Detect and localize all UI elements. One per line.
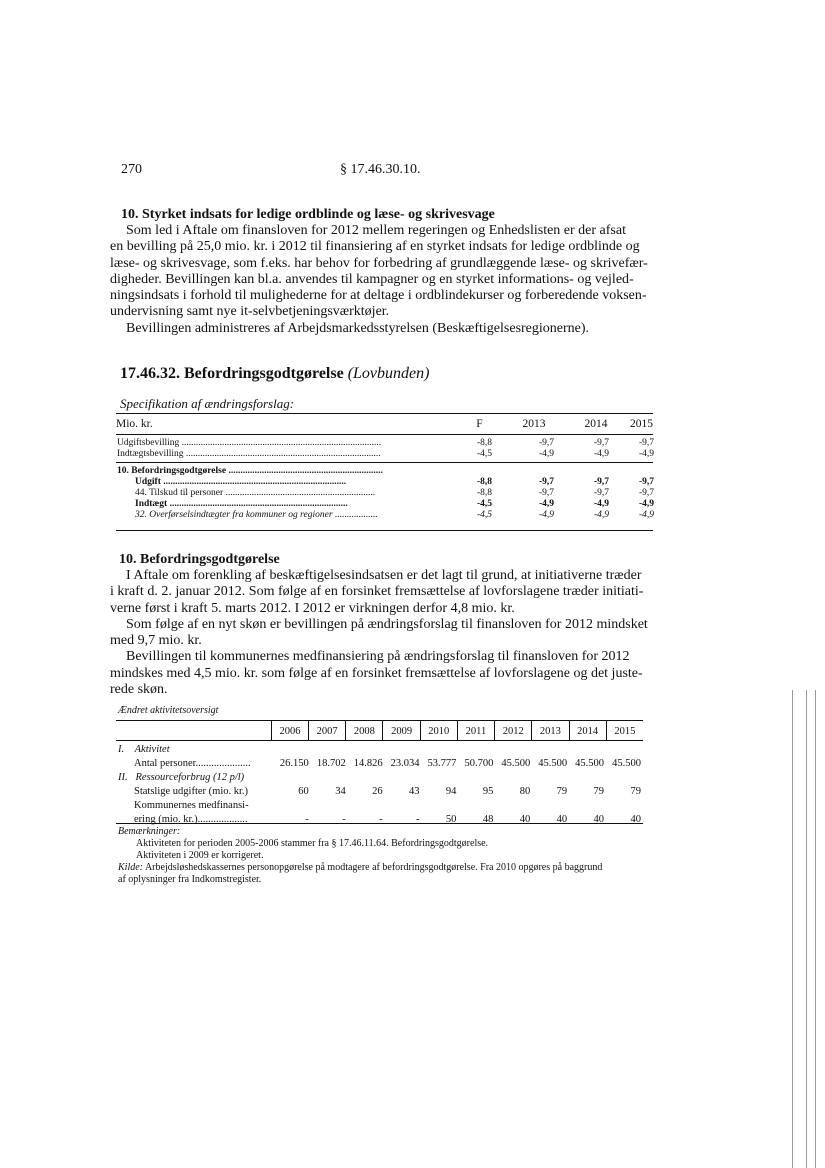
- activity-cell: 53.777: [427, 757, 457, 769]
- spec-body-2: [117, 465, 654, 520]
- activity-year: 2008: [346, 721, 383, 741]
- activity-row: Antal personer..................... 26.150 18.702 14.826 23.034 53.777 50.700 45.500 45.500 45.500 45.500: [134, 757, 641, 769]
- activity-row: I. Aktivitet: [118, 743, 170, 755]
- activity-cell: 40: [519, 813, 531, 825]
- block2-line: Bevillingen til kommunernes medfinansiering på ændringsforslag til finansloven for 2012: [126, 649, 630, 665]
- activity-cell: 50: [445, 813, 457, 825]
- spec-col-header: 2014: [584, 418, 608, 430]
- activity-year: 2015: [606, 721, 643, 741]
- source-label: Kilde:: [118, 862, 143, 873]
- activity-row-label: Aktivitet: [134, 743, 170, 755]
- spec-row: Indtægt ........................................................................... -4,5 -4,9 -4,9 -4,9: [135, 498, 654, 509]
- activity-row-label: Antal personer: [134, 757, 196, 769]
- block1-text: [110, 223, 657, 337]
- activity-cell: -: [305, 813, 309, 825]
- spec-header-rule: [116, 434, 653, 435]
- section-reference: § 17.46.30.10.: [340, 162, 421, 177]
- spec-cell: -4,9: [593, 448, 609, 459]
- activity-cell: 18.702: [316, 757, 346, 769]
- spec-cell: -9,7: [638, 476, 654, 487]
- activity-cell: 43: [409, 785, 420, 797]
- block1-line: Som led i Aftale om finansloven for 2012 mellem regeringen og Enhedslisten er der afsat: [126, 223, 626, 238]
- spec-cell: -8,8: [476, 437, 492, 448]
- spec-cell: -8,8: [476, 487, 492, 498]
- activity-cell: 50.700: [464, 757, 494, 769]
- scan-edge-line: [792, 690, 793, 1168]
- spec-row: 10. Befordringsgodtgørelse .................................................................: [117, 465, 383, 476]
- block2-line: med 9,7 mio. kr.: [110, 633, 202, 649]
- activity-cell: -: [379, 813, 383, 825]
- activity-row: II. Ressourceforbrug (12 p/l): [118, 771, 245, 783]
- activity-year: 2007: [309, 721, 346, 741]
- spec-cell: -4,9: [593, 498, 609, 509]
- block1-line: digheder. Bevillingen kan bl.a. anvendes til kampagner og en styrket informations- og vejled-: [110, 271, 634, 287]
- activity-year: 2013: [532, 721, 569, 741]
- spec-caption: Specifikation af ændringsforslag:: [120, 396, 295, 411]
- activity-cell: 40: [556, 813, 568, 825]
- spec-cell: -8,8: [476, 476, 492, 487]
- spec-row: Udgift ............................................................................. -8,8 -9,7 -9,7 -9,7: [135, 476, 654, 487]
- spec-cell: -9,7: [638, 437, 654, 448]
- activity-body: [116, 742, 643, 826]
- spec-cell: -4,9: [538, 448, 554, 459]
- activity-bottom-rule: [116, 823, 643, 824]
- activity-year: 2009: [383, 721, 420, 741]
- block2-line: rede skøn.: [110, 682, 168, 698]
- activity-cell: 95: [482, 785, 494, 797]
- spec-col-header: 2013: [522, 418, 546, 430]
- activity-row-label: Ressourceforbrug (12 p/l): [135, 771, 245, 783]
- block1-line: en bevilling på 25,0 mio. kr. i 2012 til finansiering af en styrket indsats for ledige ordblinde og: [110, 239, 640, 255]
- block1-line: ningsindsats i forhold til mulighederne for at deltage i ordblindekurser og forberedende voksen-: [110, 288, 647, 304]
- activity-cell: 45.500: [538, 757, 568, 769]
- activity-cell: 79: [593, 785, 605, 797]
- scan-edge-line: [815, 690, 816, 1168]
- activity-cell: 45.500: [501, 757, 531, 769]
- page-number: 270: [121, 162, 142, 177]
- activity-row-label: ering (mio. kr.): [134, 813, 198, 825]
- block2-line: i kraft d. 2. januar 2012. Som følge af en forsinket fremsættelse af lovforslagene træder initiati-: [110, 584, 644, 600]
- spec-row-label: 32. Overførselsindtægter fra kommuner og regioner: [135, 509, 333, 520]
- activity-cell: 34: [335, 785, 346, 797]
- activity-table: [116, 721, 643, 741]
- activity-row: [116, 798, 643, 812]
- spec-col-header: 2015: [630, 418, 653, 430]
- activity-caption: Ændret aktivitetsoversigt: [118, 705, 219, 716]
- block1-line: Bevillingen administreres af Arbejdsmarkedsstyrelsen (Beskæftigelsesregionerne).: [126, 320, 590, 336]
- spec-row-label: Udgiftsbevilling: [117, 437, 180, 448]
- activity-cell: 26: [372, 785, 383, 797]
- spec-row-label: Udgift: [135, 476, 161, 487]
- activity-cell: 60: [298, 785, 309, 797]
- block2-title: 10. Befordringsgodtgørelse: [119, 552, 280, 567]
- block2-line: verne først i kraft 5. marts 2012. I 2012 er virkningen derfor 4,8 mio. kr.: [110, 600, 515, 616]
- activity-cell: 40: [593, 813, 605, 825]
- spec-row-label: 44. Tilskud til personer: [135, 487, 224, 498]
- spec-cell: -4,5: [476, 498, 492, 509]
- activity-row: [116, 784, 643, 798]
- spec-body-1: [117, 437, 654, 459]
- activity-header-rule: [116, 740, 643, 741]
- activity-year: 2011: [457, 721, 494, 741]
- activity-row-label: Kommunernes medfinansi-: [134, 799, 249, 811]
- spec-row: 44. Tilskud til personer ............................................................... -8,8 -9,7 -9,7 -9,7: [135, 487, 654, 498]
- spec-cell: -4,9: [538, 509, 554, 520]
- activity-cell: 80: [519, 785, 531, 797]
- activity-cell: 14.826: [353, 757, 383, 769]
- activity-cell: -: [416, 813, 420, 825]
- activity-cell: 48: [482, 813, 494, 825]
- spec-cell: -4,9: [638, 448, 654, 459]
- block2-line: I Aftale om forenkling af beskæftigelsesindsatsen er det lagt til grund, at initiativerne træder: [126, 568, 642, 583]
- block1-line: undervisning samt nye it-selvbetjeningsværktøjer.: [110, 304, 390, 320]
- activity-cell: 26.150: [279, 757, 309, 769]
- spec-cell: -9,7: [593, 487, 609, 498]
- block1-line: læse- og skrivesvage, som f.eks. har behov for forbedring af grundlæggende læse- og skrivefær-: [110, 255, 648, 271]
- spec-row: Udgiftsbevilling .................................................................................... -8,8 -9,7 -9,7 -9,7: [117, 437, 654, 448]
- spec-cell: -4,9: [638, 509, 654, 520]
- spec-row-label: 10. Befordringsgodtgørelse: [117, 465, 227, 476]
- spec-cell: -9,7: [638, 487, 654, 498]
- remarks-title: Bemærkninger:: [118, 826, 181, 837]
- block1-title: 10. Styrket indsats for ledige ordblinde og læse- og skrivesvage: [121, 207, 495, 222]
- spec-cell: -9,7: [538, 437, 554, 448]
- activity-year: 2010: [420, 721, 457, 741]
- account-heading: 17.46.32. Befordringsgodtgørelse (Lovbunden): [120, 365, 430, 382]
- spec-cell: -9,7: [538, 487, 554, 498]
- spec-cell: -4,9: [593, 509, 609, 520]
- remark-line: Aktiviteten i 2009 er korrigeret.: [136, 850, 264, 861]
- activity-year: 2012: [495, 721, 532, 741]
- activity-cell: 79: [630, 785, 641, 797]
- block2-text: [110, 568, 657, 698]
- activity-cell: 40: [630, 813, 641, 825]
- activity-cell: -: [342, 813, 346, 825]
- spec-table: [116, 417, 653, 431]
- activity-cell: 79: [556, 785, 568, 797]
- spec-row: Indtægtsbevilling .................................................................................. -4,5 -4,9 -4,9 -4,9: [117, 448, 654, 459]
- block2-line: mindskes med 4,5 mio. kr. som følge af en forsinket fremsættelse af lovforslagene og det juste-: [110, 665, 643, 681]
- source-line: af oplysninger fra Indkomstregister.: [118, 874, 262, 885]
- spec-row-label: Indtægt: [135, 498, 168, 509]
- spec-cell: -4,5: [476, 509, 492, 520]
- spec-row: 32. Overførselsindtægter fra kommuner og regioner .................. -4,5 -4,9 -4,9 -4,9: [135, 509, 654, 520]
- activity-year-row: [116, 721, 643, 741]
- spec-cell: -4,9: [538, 498, 554, 509]
- spec-unit: Mio. kr.: [116, 418, 153, 430]
- activity-cell: 45.500: [575, 757, 605, 769]
- spec-top-rule: [116, 413, 653, 414]
- spec-col-header: F: [476, 418, 483, 430]
- activity-cell: 94: [445, 785, 457, 797]
- source-line: Kilde: Arbejdsløshedskassernes personopgørelse på modtagere af befordringsgodtgørelse. Fra 2010 opgøres på baggrund: [118, 862, 603, 873]
- scan-edge-line: [806, 690, 807, 1168]
- spec-cell: -9,7: [593, 476, 609, 487]
- activity-cell: 23.034: [390, 757, 420, 769]
- spec-mid-rule: [116, 462, 653, 463]
- remark-line: Aktiviteten for perioden 2005-2006 stammer fra § 17.46.11.64. Befordringsgodtgørelse.: [136, 838, 489, 849]
- block2-line: Som følge af en nyt skøn er bevillingen på ændringsforslag til finansloven for 2012 mindsket: [126, 616, 648, 632]
- activity-cell: 45.500: [612, 757, 641, 769]
- spec-bottom-rule: [116, 530, 653, 531]
- activity-row: ering (mio. kr.)................... - - - - 50 48 40 40 40 40: [134, 813, 641, 825]
- activity-year: 2006: [271, 721, 308, 741]
- spec-cell: -4,9: [638, 498, 654, 509]
- activity-notes: [118, 826, 658, 886]
- spec-cell: -9,7: [593, 437, 609, 448]
- spec-cell: -9,7: [538, 476, 554, 487]
- activity-year: 2014: [569, 721, 606, 741]
- spec-cell: -4,5: [476, 448, 492, 459]
- spec-row-label: Indtægtsbevilling: [117, 448, 184, 459]
- activity-row-label: Statslige udgifter (mio. kr.): [134, 785, 249, 797]
